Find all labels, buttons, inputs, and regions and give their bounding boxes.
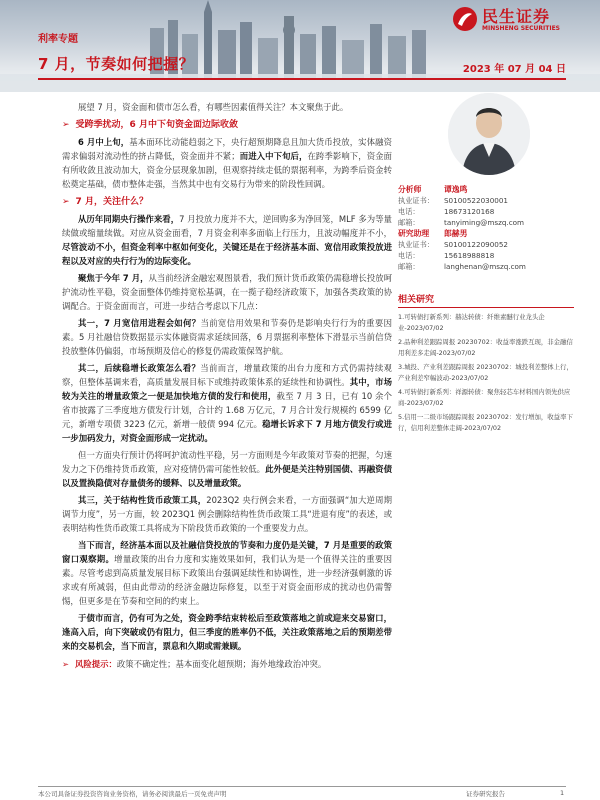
risk-warning	[62, 657, 392, 671]
analyst-role: 研究助理	[398, 229, 430, 238]
arrow-bullet-icon: ➢	[62, 659, 70, 669]
analyst-1: 分析师 谭逸鸣 执业证书： S0100522030001 电话： 18673120168 邮箱： tanyiming@mszq.com	[398, 185, 525, 227]
related-item[interactable]: 3.城投、产业利差跟踪周报 20230702：城投利差整体上行，产业利差窄幅波动-2023/07/02	[398, 363, 573, 382]
paragraph: 其三，关于结构性货币政策工具，2023Q2 央行例会来看，一方面强调“加大逆周期调节力度”，另一方面，较 2023Q1 例会删除结构性货币政策工具“进退有度”的表述，或表明结构性货币政策工具将成为下阶段货币政策的一个重要发力点。	[62, 495, 393, 533]
analyst-cert: S0100122090052	[444, 240, 509, 249]
analyst-2: 研究助理 郎赫男 执业证书： S0100122090052 电话： 15618988818 邮箱： langhenan@mszq.com	[398, 229, 526, 271]
analyst-email[interactable]: langhenan@mszq.com	[444, 262, 526, 271]
report-title: 7 月，节奏如何把握？	[38, 55, 195, 73]
analyst-name: 郎赫男	[444, 229, 468, 238]
risk-label: 风险提示：	[75, 659, 117, 669]
report-body	[62, 100, 392, 671]
related-research-title: 相关研究	[398, 292, 574, 308]
paragraph: 聚焦于今年 7 月，从当前经济金融宏观图景看，我们预计货币政策仍需稳增长投放呵护流动性平稳，资金面整体仍维持宽松基调，在一揽子稳经济政策下，加强各类政策的协调配合。于资金面而言，可进一步结合考虑以下几点：	[62, 273, 392, 311]
analyst-role: 分析师	[398, 185, 422, 194]
paragraph: 其一，7 月宽信用进程会如何？当前宽信用效果和节奏仍是影响央行行为的重要因素。5 月社融信贷数据显示实体融资需求延续回落，6 月票据利率整体下滑显示当前信贷投放整体仍偏弱，市场预期及信心的修复仍需政策保驾护航。	[62, 318, 392, 356]
intro-paragraph: 展望 7 月，资金面和债市怎么看，有哪些因素值得关注？本文聚焦于此。	[78, 102, 349, 112]
section-title: 7 月，关注什么？	[75, 197, 148, 207]
analyst-phone: 15618988818	[444, 251, 495, 260]
paragraph: 其二，后续稳增长政策怎么看？当前而言，增量政策的出台力度和方式仍需持续观察，但整体基调来看，高质量发展目标下或维持政策体系的延续性和协调性。其中，市场较为关注的增量政策之一便是加快地方债的发行和使用，截至 7 月 3 日，已有 10 余个省市披露了三季度地方债发行计划，合计约 1.68 万亿元，7 月合计发行规模约 6599 亿元，新增专项债 3223 亿元，新增一般债 994 亿元。稳增长诉求下 7 月地方债发行或进一步加码发力，对资金面形成一定扰动。	[62, 363, 393, 443]
paragraph: 当下而言，经济基本面以及社融信贷投放的节奏和力度仍是关键，7 月是重要的政策窗口观察期。增量政策的出台力度和实施效果如何，我们认为是一个值得关注的重要因素。尽管考虑到高质量发展目标下政策出台强调延续性和协调性，进一步经济强刺激的诉求或有所减弱，但由此带动的经济金融边际修复，以至于对资金面形成的扰动也仍需警惕，但更多是在节奏和空间的约束上。	[62, 540, 392, 606]
analyst-photo	[448, 93, 530, 175]
logo-name-en: MINSHENG SECURITIES	[482, 25, 560, 32]
paragraph: 6 月中上旬，基本面环比动能趋弱之下，央行超预期降息且加大货币投放，实体融资需求偏弱对流动性的挤占降低，资金面并不紧；而进入中下旬后，在跨季影响下，资金面有所收敛且波动加大，资金分层现象加剧，但观察持续走低的票据利率，为跨季后资金转松奠定基础，债市整体走强，当然其中也有交易行为带来的阶段性回调。	[62, 137, 393, 189]
logo-name-cn: 民生证券	[482, 7, 551, 26]
footer-doc-type: 证券研究报告	[466, 790, 505, 798]
footer-divider	[38, 786, 566, 787]
paragraph: 从历年同期央行操作来看，7 月投放力度并不大，逆回购多为净回笼，MLF 多为等量续做或缩量续做。对应从资金面看，7 月资金利率多面临上行压力，且波动幅度并不小，尽管波动不小，但资金利率中枢如何变化，关键还是在于经济基本面、宽信用政策投放进程以及对应的央行行为的边际变化。	[62, 214, 392, 266]
paragraph: 但一方面央行预计仍将呵护流动性平稳，另一方面则是今年政策对节奏的把握，匀速发力之下仍维持货币政策，应对疫情仍需可能性较低。此外便是关注特别国债、再融资债以及置换隐债对存量债务的缓释、以及增量政策。	[62, 450, 393, 488]
page-number: 1	[560, 789, 565, 797]
related-item[interactable]: 5.信用一二级市场跟踪周报 20230702：发行增加，收益率下行，信用利差整体走阔-2023/07/02	[398, 413, 573, 432]
paragraph: 于债市而言，仍有可为之处，资金跨季结束转松后至政策落地之前或迎来交易窗口，逢高入后，向下突破或仍有阻力，但三季度的胜率仍不低，关注政策落地之后的预期差带来的交易机会，当下而言，票息和久期或需兼顾。	[62, 613, 392, 651]
report-date: 2023 年 07 月 04 日	[462, 64, 566, 75]
analyst-cert: S0100522030001	[444, 196, 509, 205]
analyst-info	[398, 184, 574, 272]
person-avatar-icon	[448, 93, 530, 175]
section-heading-2	[62, 195, 392, 209]
footer-disclaimer: 本公司具备证券投资咨询业务资格，请务必阅读最后一页免责声明	[38, 790, 227, 798]
arrow-bullet-icon: ➢	[62, 197, 70, 207]
analyst-name: 谭逸鸣	[444, 185, 468, 194]
logo-mark-icon	[452, 6, 478, 32]
section-heading-1	[62, 118, 392, 132]
analyst-email[interactable]: tanyiming@mszq.com	[444, 218, 525, 227]
related-research	[398, 292, 574, 437]
risk-text: 政策不确定性；基本面变化超预期；海外地缘政治冲突。	[116, 659, 327, 669]
arrow-bullet-icon: ➢	[62, 120, 70, 130]
related-item[interactable]: 2.品种利差跟踪周报 20230702：收益率涨跌互现，非金融信用利差多走阔-2023/07/02	[398, 338, 573, 357]
header-divider	[38, 78, 566, 80]
related-item[interactable]: 1.可转债打新系列：赫达转债：纤维素醚行业龙头企业-2023/07/02	[398, 313, 545, 332]
report-category: 利率专题	[38, 34, 78, 45]
report-header	[0, 0, 600, 92]
related-item[interactable]: 4.可转债打新系列：祥源转债：聚焦轻芯车材料国内领先供应商-2023/07/02	[398, 388, 571, 407]
analyst-phone: 18673120168	[444, 207, 495, 216]
section-title: 受跨季扰动，6 月中下旬资金面边际收敛	[75, 120, 238, 130]
company-logo	[452, 4, 598, 34]
